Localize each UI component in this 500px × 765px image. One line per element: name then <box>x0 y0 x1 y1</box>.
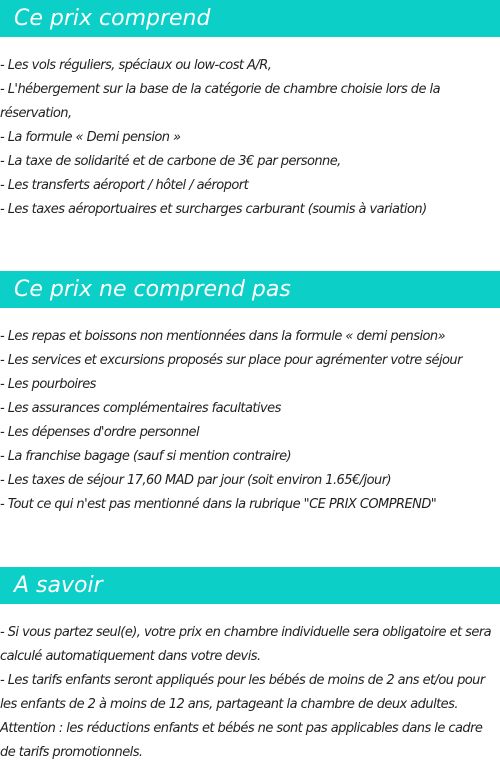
price-excludes-list <box>0 308 500 517</box>
list-item: - Les taxes aéroportuaires et surcharges carburant (soumis à variation) <box>0 202 427 217</box>
list-item: - Les taxes de séjour 17,60 MAD par jour (soit environ 1.65€/jour) <box>0 473 392 488</box>
list-item: - La franchise bagage (sauf si mention contraire) <box>0 449 292 464</box>
list-item: - Les services et excursions proposés sur place pour agrémenter votre séjour <box>0 353 462 368</box>
list-item: - Les transferts aéroport / hôtel / aéroport <box>0 178 249 193</box>
list-item: - Les pourboires <box>0 377 96 392</box>
good-to-know-list <box>0 604 500 765</box>
list-item: - Les repas et boissons non mentionnées dans la formule « demi pension» <box>0 329 446 344</box>
list-item: - Les vols réguliers, spéciaux ou low-cost A/R, <box>0 58 272 73</box>
list-item: - La formule « Demi pension » <box>0 130 181 145</box>
section-price-excludes <box>0 271 500 517</box>
price-includes-list <box>0 37 500 222</box>
list-item: Attention : les réductions enfants et bébés ne sont pas applicables dans le cadre de tarifs promotionnels. <box>0 721 483 760</box>
section-title-good-to-know: A savoir <box>0 567 500 604</box>
list-item: - Les dépenses d'ordre personnel <box>0 425 200 440</box>
list-item: - La taxe de solidarité et de carbone de 3€ par personne, <box>0 154 341 169</box>
list-item: - Les assurances complémentaires facultatives <box>0 401 281 416</box>
list-item: - Tout ce qui n'est pas mentionné dans la rubrique "CE PRIX COMPREND" <box>0 497 437 512</box>
list-item: - Les tarifs enfants seront appliqués pour les bébés de moins de 2 ans et/ou pour les enfants de 2 à moins de 12 ans, partageant la chambre de deux adultes. <box>0 673 485 712</box>
section-price-includes <box>0 0 500 222</box>
section-good-to-know <box>0 567 500 765</box>
list-item: - L'hébergement sur la base de la catégorie de chambre choisie lors de la réservation, <box>0 82 440 121</box>
section-title-price-excludes: Ce prix ne comprend pas <box>0 271 500 308</box>
section-title-price-includes: Ce prix comprend <box>0 0 500 37</box>
list-item: - Si vous partez seul(e), votre prix en chambre individuelle sera obligatoire et sera calculé automatiquement dans votre devis. <box>0 625 492 664</box>
